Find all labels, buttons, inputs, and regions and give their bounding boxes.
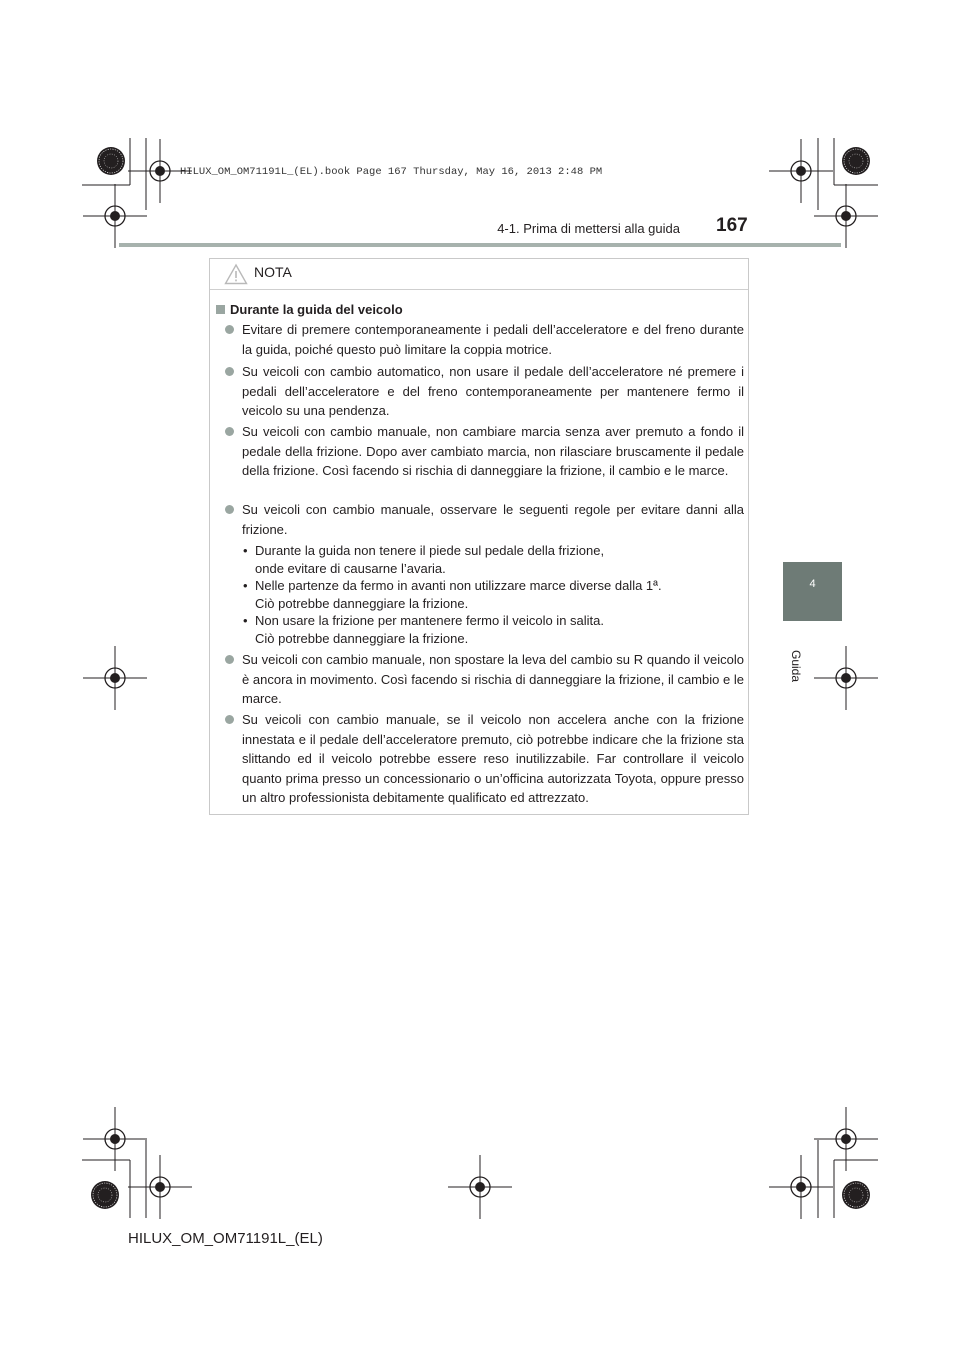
sub-item: • Durante la guida non tenere il piede sul pedale della frizione, onde evitare di causarne l’avaria. xyxy=(255,542,735,577)
note-item-text: Su veicoli con cambio manuale, non spostare la leva del cambio su R quando il veicolo è ancora in movimento. Così facendo si rischia di danneggiare la frizione, il cambio e le marce. xyxy=(242,652,744,706)
section-title-text: Durante la guida del veicolo xyxy=(230,302,403,317)
note-item-text: Su veicoli con cambio manuale, non cambiare marcia senza aver premuto a fondo il pedale della frizione. Dopo aver cambiato marcia, non rilasciare bruscamente il pedale della frizione. Così facendo si rischia di danneggiare la frizione, il cambio e le marce. xyxy=(242,424,744,478)
note-item-text: Evitare di premere contemporaneamente i pedali dell’acceleratore e del freno durante la guida, poiché questo può limitare la coppia motrice. xyxy=(242,322,744,357)
note-item-text: Su veicoli con cambio manuale, se il veicolo non accelera anche con la frizione innestata e il pedale dell’acceleratore premuto, ciò potrebbe indicare che la frizione sta slittando ed il veicolo potrebbe essere reso inutilizzabile. Far controllare il veicolo quanto prima presso un concessionario o un’officina autorizzata Toyota, oppure presso un altro professionista debitamente qualificato ed attrezzato. xyxy=(242,712,744,805)
sub-item-line: Ciò potrebbe danneggiare la frizione. xyxy=(255,630,469,646)
sub-item: • Non usare la frizione per mantenere fermo il veicolo in salita. Ciò potrebbe danneggiare la frizione. xyxy=(255,612,735,647)
sub-item-line: Nelle partenze da fermo in avanti non utilizzare marce diverse dalla 1ª. xyxy=(255,578,662,593)
sub-item-line: Non usare la frizione per mantenere fermo il veicolo in salita. xyxy=(255,613,605,628)
sub-item: • Nelle partenze da fermo in avanti non utilizzare marce diverse dalla 1ª. Ciò potrebbe danneggiare la frizione. xyxy=(255,577,735,612)
chapter-tab-label: Guida xyxy=(789,650,803,683)
page-number: 167 xyxy=(716,215,748,236)
footer-model-code: HILUX_OM_OM71191L_(EL) xyxy=(128,1230,323,1247)
print-stamp: HILUX_OM_OM71191L_(EL).book Page 167 Thursday, May 16, 2013 2:48 PM xyxy=(180,166,603,178)
sub-item-line: onde evitare di causarne l’avaria. xyxy=(255,560,446,576)
note-title: NOTA xyxy=(254,264,292,280)
chapter-tab-number: 4 xyxy=(809,578,816,590)
sub-item-line: Ciò potrebbe danneggiare la frizione. xyxy=(255,595,469,611)
sub-item-line: Durante la guida non tenere il piede sul pedale della frizione, xyxy=(255,543,605,558)
note-item-text: Su veicoli con cambio manuale, osservare le seguenti regole per evitare danni alla frizione. xyxy=(242,502,744,537)
note-item-text: Su veicoli con cambio automatico, non usare il pedale dell’acceleratore né premere i pedali dell’acceleratore e del freno contemporaneamente per mantenere fermo il veicolo su una pendenza. xyxy=(242,364,744,418)
section-heading: 4-1. Prima di mettersi alla guida xyxy=(497,221,680,236)
